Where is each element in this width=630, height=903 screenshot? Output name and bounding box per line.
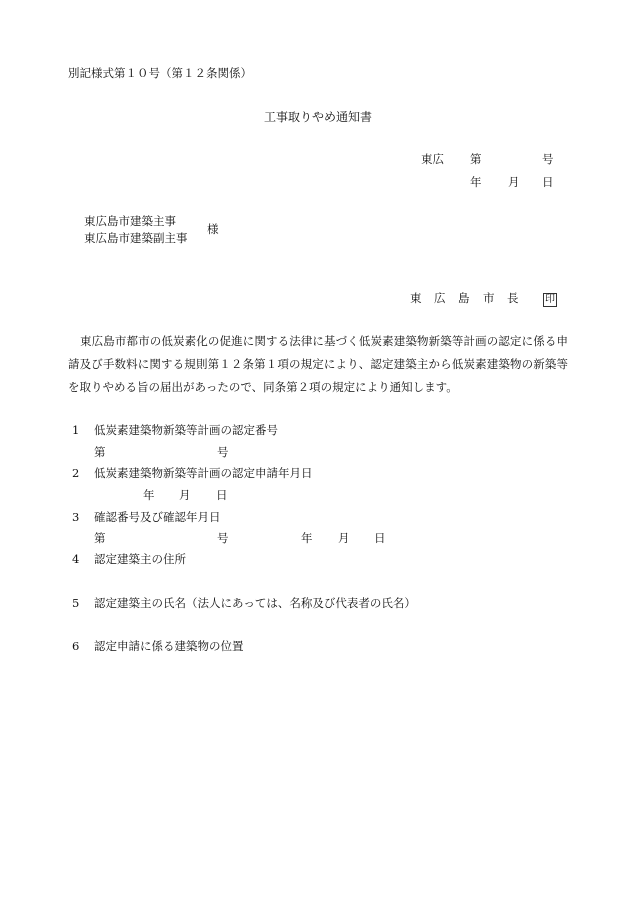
issue-day: 日 (542, 175, 554, 189)
seal-mark: 印 (545, 294, 555, 305)
addressee-line1: 東広島市建築主事 (84, 214, 176, 228)
page-title: 工事取りやめ通知書 (264, 110, 373, 124)
item-5-number: 5 (72, 596, 80, 610)
item-1-dai: 第 (94, 445, 106, 459)
form-number: 別記様式第１０号（第１２条関係） (68, 66, 252, 80)
sender-char-4: 市 (483, 291, 495, 305)
item-4-label: 認定建築主の住所 (94, 552, 186, 566)
item-2-number: 2 (72, 466, 80, 480)
sender-char-3: 島 (458, 291, 470, 305)
item-3-year: 年 (301, 531, 313, 545)
item-3-dai: 第 (94, 531, 106, 545)
item-6-number: 6 (72, 639, 80, 653)
item-2-label: 低炭素建築物新築等計画の認定申請年月日 (94, 466, 313, 480)
sender-char-1: 東 (410, 291, 422, 305)
sender-char-2: 広 (434, 291, 446, 305)
addressee-line2: 東広島市建築副主事 (84, 231, 188, 245)
item-2-day: 日 (216, 488, 228, 502)
item-1-number: 1 (72, 423, 80, 437)
item-3-number: 3 (72, 510, 80, 524)
item-3-label: 確認番号及び確認年月日 (94, 510, 221, 524)
item-3-day: 日 (374, 531, 386, 545)
issue-dai: 第 (470, 152, 482, 166)
sender-char-5: 長 (507, 291, 519, 305)
item-6-label: 認定申請に係る建築物の位置 (94, 639, 244, 653)
issue-month: 月 (508, 175, 520, 189)
issue-prefix: 東広 (421, 152, 444, 166)
item-2-year: 年 (143, 488, 155, 502)
item-4-number: 4 (72, 552, 80, 566)
item-2-month: 月 (179, 488, 191, 502)
body-paragraph: 東広島市都市の低炭素化の促進に関する法律に基づく低炭素建築物新築等計画の認定に係る申請及び手数料に関する規則第１２条第１項の規定により、認定建築主から低炭素建築物の新築等を取りやめる旨の届出があったので、同条第２項の規定により通知します。 (68, 334, 568, 394)
item-1-label: 低炭素建築物新築等計画の認定番号 (94, 423, 278, 437)
item-3-go: 号 (217, 531, 229, 545)
issue-go: 号 (542, 152, 554, 166)
item-1-go: 号 (217, 445, 229, 459)
issue-year: 年 (470, 175, 482, 189)
addressee-honorific: 様 (207, 222, 219, 236)
item-5-label: 認定建築主の氏名（法人にあっては、名称及び代表者の氏名） (94, 596, 416, 610)
item-3-month: 月 (338, 531, 350, 545)
